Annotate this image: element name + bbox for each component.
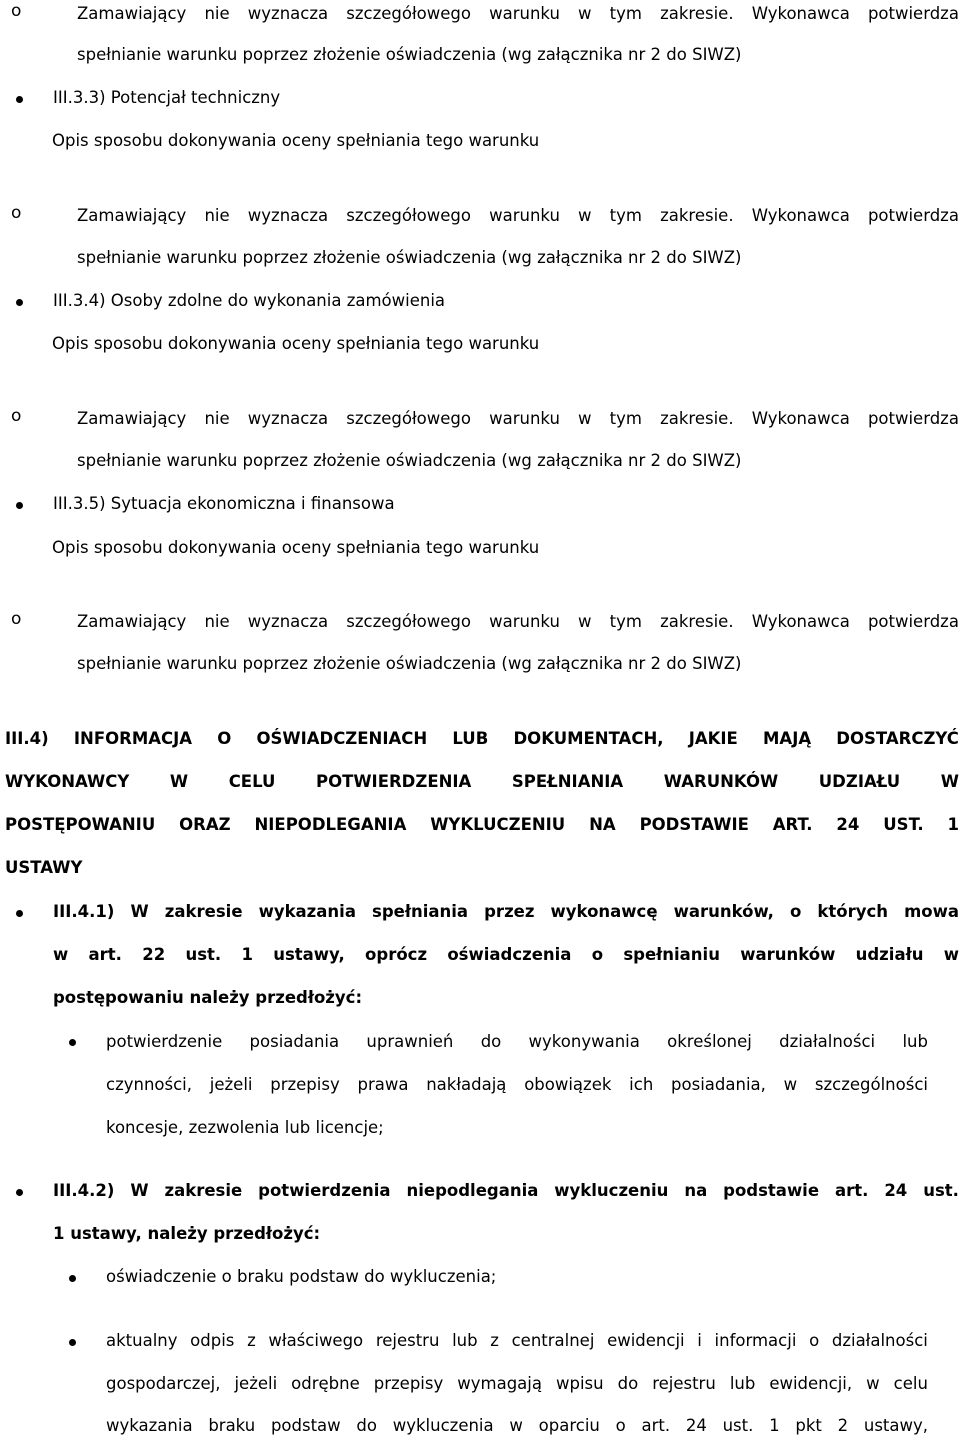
- opis-iii-3-3: Opis sposobu dokonywania oceny spełniania tego warunku: [52, 131, 540, 150]
- heading-iii-3-5: III.3.5) Sytuacja ekonomiczna i finansowa: [53, 494, 395, 513]
- iii-3-4-line1: Zamawiający nie wyznacza szczegółowego warunku w tym zakresie. Wykonawca potwierdza: [77, 409, 959, 428]
- iii-3-5-line1: Zamawiający nie wyznacza szczegółowego warunku w tym zakresie. Wykonawca potwierdza: [77, 612, 959, 631]
- iii-3-4-line2: spełnianie warunku poprzez złożenie oświadczenia (wg załącznika nr 2 do SIWZ): [77, 451, 742, 470]
- circle-bullet-icon: o: [11, 609, 22, 629]
- iii-4-1-line1: III.4.1) W zakresie wykazania spełniania przez wykonawcę warunków, o których mowa: [53, 902, 959, 921]
- iii-4-1-sub-line2: czynności, jeżeli przepisy prawa nakładają obowiązek ich posiadania, w szczególności: [106, 1075, 928, 1094]
- iii-4-2-sub2-line3: wykazania braku podstaw do wykluczenia w oparciu o art. 24 ust. 1 pkt 2 ustawy,: [106, 1416, 928, 1435]
- top-sub-line1: Zamawiający nie wyznacza szczegółowego warunku w tym zakresie. Wykonawca potwierdza: [77, 4, 959, 23]
- bullet-icon: [16, 96, 23, 103]
- iii-4-2-sub1: oświadczenie o braku podstaw do wykluczenia;: [106, 1267, 497, 1286]
- iii-4-1-sub-line1: potwierdzenie posiadania uprawnień do wykonywania określonej działalności lub: [106, 1032, 928, 1051]
- iii-3-5-line2: spełnianie warunku poprzez złożenie oświadczenia (wg załącznika nr 2 do SIWZ): [77, 654, 742, 673]
- section-iii-4-line4: USTAWY: [5, 858, 83, 877]
- circle-bullet-icon: o: [11, 1, 22, 21]
- heading-iii-3-4: III.3.4) Osoby zdolne do wykonania zamówienia: [53, 291, 446, 310]
- bullet-icon: [16, 299, 23, 306]
- section-iii-4-line1: III.4) INFORMACJA O OŚWIADCZENIACH LUB DOKUMENTACH, JAKIE MAJĄ DOSTARCZYĆ: [5, 729, 959, 748]
- iii-4-1-line3: postępowaniu należy przedłożyć:: [53, 988, 363, 1007]
- iii-3-3-line1: Zamawiający nie wyznacza szczegółowego warunku w tym zakresie. Wykonawca potwierdza: [77, 206, 959, 225]
- bullet-icon: [16, 1189, 23, 1196]
- bullet-icon: [16, 910, 23, 917]
- opis-iii-3-4: Opis sposobu dokonywania oceny spełniania tego warunku: [52, 334, 540, 353]
- bullet-icon: [16, 502, 23, 509]
- section-iii-4-line3: POSTĘPOWANIU ORAZ NIEPODLEGANIA WYKLUCZENIU NA PODSTAWIE ART. 24 UST. 1: [5, 815, 959, 834]
- iii-4-2-sub2-line2: gospodarczej, jeżeli odrębne przepisy wymagają wpisu do rejestru lub ewidencji, w celu: [106, 1374, 928, 1393]
- iii-4-2-line2: 1 ustawy, należy przedłożyć:: [53, 1224, 321, 1243]
- iii-4-1-sub-line3: koncesje, zezwolenia lub licencje;: [106, 1118, 384, 1137]
- bullet-icon: [69, 1275, 76, 1282]
- top-sub-line2: spełnianie warunku poprzez złożenie oświadczenia (wg załącznika nr 2 do SIWZ): [77, 45, 742, 64]
- circle-bullet-icon: o: [11, 203, 22, 223]
- iii-4-2-line1: III.4.2) W zakresie potwierdzenia niepodlegania wykluczeniu na podstawie art. 24 ust.: [53, 1181, 959, 1200]
- bullet-icon: [69, 1339, 76, 1346]
- opis-iii-3-5: Opis sposobu dokonywania oceny spełniania tego warunku: [52, 538, 540, 557]
- bullet-icon: [69, 1039, 76, 1046]
- circle-bullet-icon: o: [11, 406, 22, 426]
- section-iii-4-line2: WYKONAWCY W CELU POTWIERDZENIA SPEŁNIANIA WARUNKÓW UDZIAŁU W: [5, 772, 959, 791]
- heading-iii-3-3: III.3.3) Potencjał techniczny: [53, 88, 281, 107]
- iii-3-3-line2: spełnianie warunku poprzez złożenie oświadczenia (wg załącznika nr 2 do SIWZ): [77, 248, 742, 267]
- iii-4-2-sub2-line1: aktualny odpis z właściwego rejestru lub z centralnej ewidencji i informacji o działalności: [106, 1331, 928, 1350]
- iii-4-1-line2: w art. 22 ust. 1 ustawy, oprócz oświadczenia o spełnianiu warunków udziału w: [53, 945, 959, 964]
